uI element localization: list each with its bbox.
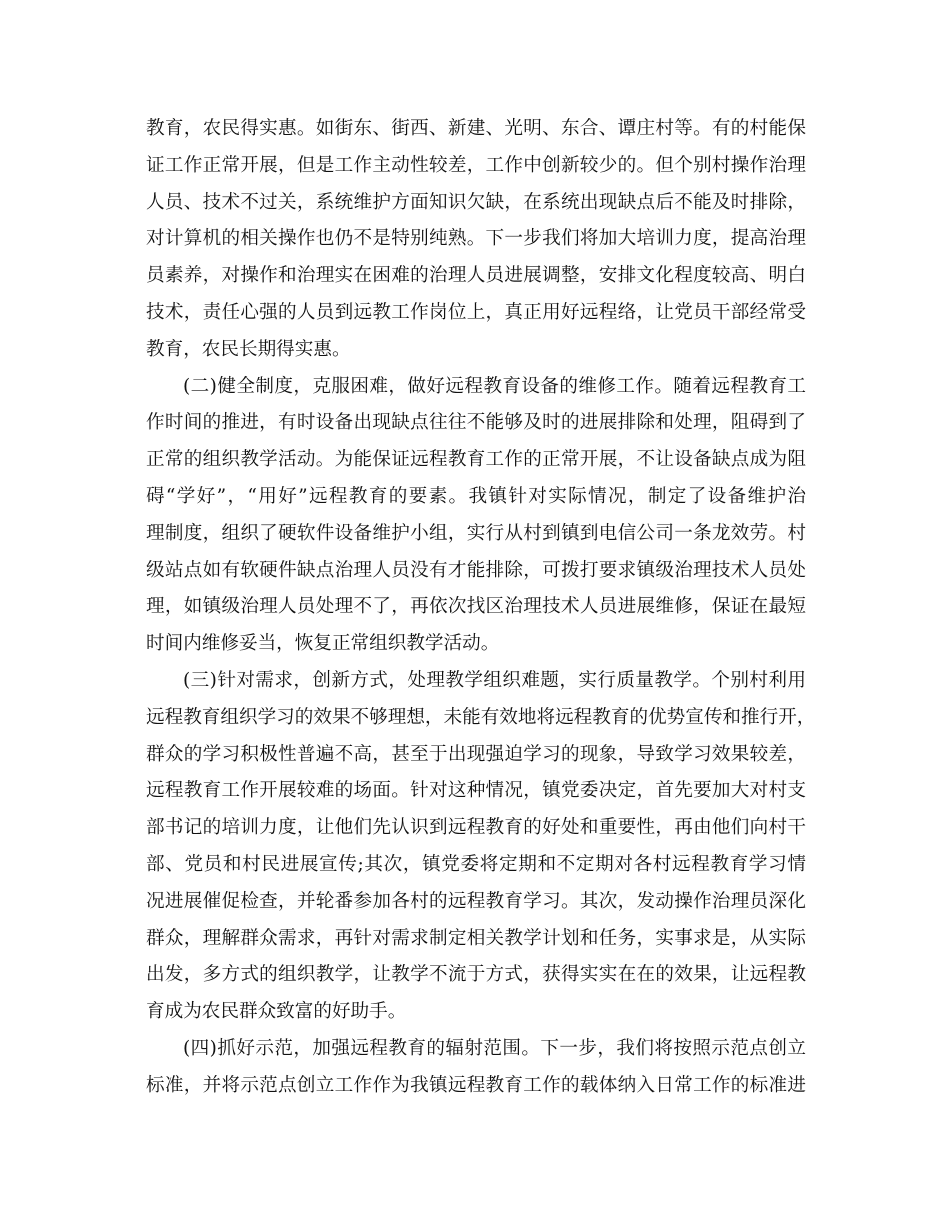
text-line: 时间内维修妥当，恢复正常组织教学活动。 <box>146 633 500 655</box>
text-line: 作时间的推进，有时设备出现缺点往往不能够及时的进展排除和处理，阻碍到了 <box>146 412 806 434</box>
text-line: 教育，农民得实惠。如街东、街西、新建、光明、东合、谭庄村等。有的村能保 <box>146 118 806 139</box>
text-line: 远程教育工作开展较难的场面。针对这种情况，镇党委决定，首先要加大对村支 <box>146 780 806 802</box>
text-line: 出发，多方式的组织教学，让教学不流于方式，获得实实在在的效果，让远程教 <box>146 964 806 986</box>
text-line: 群众的学习积极性普遍不高，甚至于出现强迫学习的现象，导致学习效果较差， <box>146 743 806 765</box>
text-line: 部书记的培训力度，让他们先认识到远程教育的好处和重要性，再由他们向村干 <box>146 817 806 839</box>
document-body <box>146 111 816 1105</box>
text-line: 群众，理解群众需求，再针对需求制定相关教学计划和任务，实事求是，从实际 <box>146 927 806 949</box>
text-line: 理，如镇级治理人员处理不了，再依次找区治理技术人员进展维修，保证在最短 <box>146 596 806 618</box>
text-line: 碍“学好”，“用好”远程教育的要素。我镇针对实际情况，制定了设备维护治 <box>146 485 806 507</box>
text-line: 级站点如有软硬件缺点治理人员没有才能排除，可拨打要求镇级治理技术人员处 <box>146 559 806 581</box>
text-line: 证工作正常开展，但是工作主动性较差，工作中创新较少的。但个别村操作治理 <box>146 154 806 176</box>
text-line: 育成为农民群众致富的好助手。 <box>146 1001 407 1023</box>
text-line: 员素养，对操作和治理实在困难的治理人员进展调整，安排文化程度较高、明白 <box>146 265 806 287</box>
text-line: 部、党员和村民进展宣传;其次，镇党委将定期和不定期对各村远程教育学习情 <box>146 853 806 875</box>
text-line: 况进展催促检查，并轮番参加各村的远程教育学习。其次，发动操作治理员深化 <box>146 890 806 912</box>
text-line: 标准，并将示范点创立工作作为我镇远程教育工作的载体纳入日常工作的标准进 <box>146 1074 806 1096</box>
paragraph-first-line: (四)抓好示范，加强远程教育的辐射范围。下一步，我们将按照示范点创立 <box>183 1037 806 1059</box>
paragraph-first-line: (三)针对需求，创新方式，处理教学组织难题，实行质量教学。个别村利用 <box>183 669 806 691</box>
text-line: 远程教育组织学习的效果不够理想，未能有效地将远程教育的优势宣传和推行开， <box>146 706 816 728</box>
text-line: 理制度，组织了硬软件设备维护小组，实行从村到镇到电信公司一条龙效劳。村 <box>146 522 806 544</box>
text-line: 对计算机的相关操作也仍不是特别纯熟。下一步我们将加大培训力度，提高治理 <box>146 228 806 250</box>
text-line: 人员、技术不过关，系统维护方面知识欠缺，在系统出现缺点后不能及时排除， <box>146 191 806 213</box>
text-line: 教育，农民长期得实惠。 <box>146 338 351 360</box>
text-line: 技术，责任心强的人员到远教工作岗位上，真正用好远程络，让党员干部经常受 <box>146 301 806 323</box>
text-line: 正常的组织教学活动。为能保证远程教育工作的正常开展，不让设备缺点成为阻 <box>146 449 806 471</box>
paragraph-first-line: (二)健全制度，克服困难，做好远程教育设备的维修工作。随着远程教育工 <box>183 375 806 397</box>
